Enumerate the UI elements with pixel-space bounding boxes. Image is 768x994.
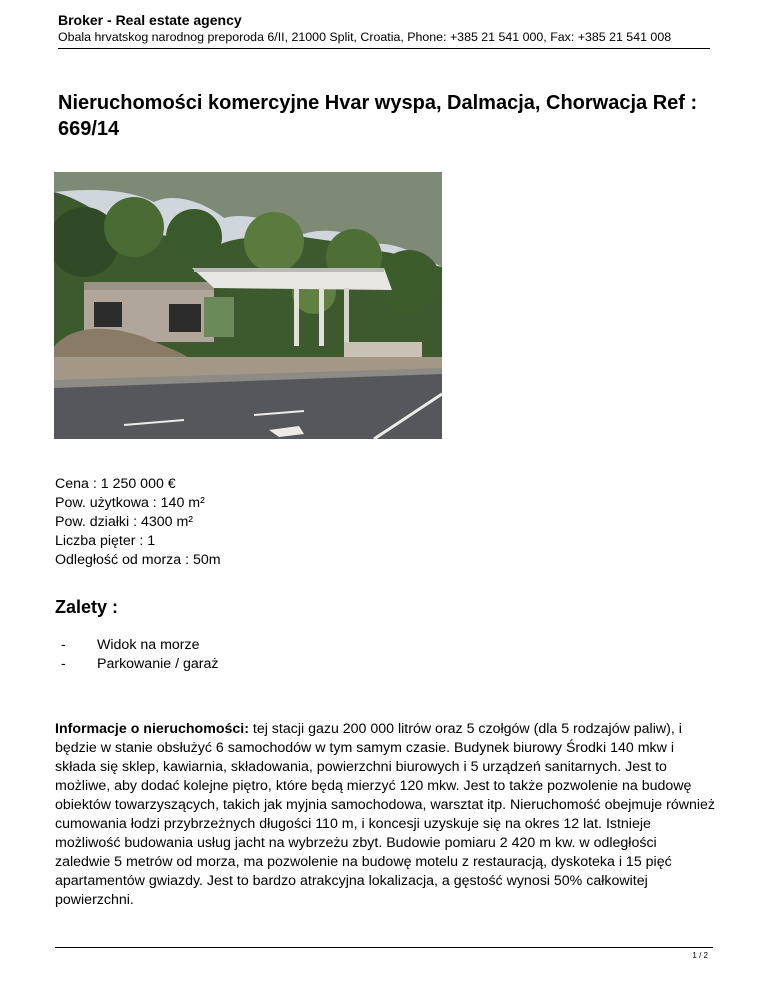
property-information-text: tej stacji gazu 200 000 litrów oraz 5 czołgów (dla 5 rodzajów paliw), i będzie w stanie obsłużyć 6 samochodów w tym samym czasie. Budynek biurowy Środki 140 mkw i składa się sklep, kawiarnia, składowania, powierzchni biurowych i 5 urządzeń sanitarnych. Jest to możliwe, aby dodać kolejne piętro, które będą mierzyć 120 mkw. Jest to także pozwolenie na budowę obiektów towarzyszących, takich jak myjnia samochodowa, warsztat itp. Nieruchomość obejmuje również cumowania łodzi przybrzeżnych długości 110 m, i koncesji uzyskuje się na okres 12 lat. Istnieje możliwość budowania usług jacht na wybrzeżu zbyt. Budowie pomiaru 2 420 m kw. w odległości zaledwie 5 metrów od morza, ma pozwolenie na budowę motelu z restauracją, dyskoteka i 15 pięć apartamentów gwiazdy. Jest to bardzo atrakcyjna lokalizacja, a gęstość wynosi 50% całkowitej powierzchni. <box>55 721 715 908</box>
header-divider <box>58 48 710 49</box>
list-bullet: - <box>61 656 66 672</box>
property-information <box>55 720 715 910</box>
list-item <box>55 636 218 655</box>
page-header <box>58 12 710 45</box>
list-bullet: - <box>61 637 66 653</box>
detail-sea-distance: Odległość od morza : 50m <box>55 552 221 568</box>
listing-title: Nieruchomości komercyjne Hvar wyspa, Dalmacja, Chorwacja Ref : 669/14 <box>58 92 698 140</box>
features-list <box>55 636 218 674</box>
list-item <box>55 655 218 674</box>
property-details <box>55 475 221 570</box>
features-heading: Zalety : <box>55 597 119 617</box>
property-photo <box>54 172 442 439</box>
feature-sea-view: Widok na morze <box>97 637 200 653</box>
feature-parking: Parkowanie / garaż <box>97 656 219 672</box>
detail-living-area: Pow. użytkowa : 140 m² <box>55 495 205 511</box>
detail-price: Cena : 1 250 000 € <box>55 476 176 492</box>
page-number: 1 / 2 <box>692 951 708 960</box>
company-name: Broker - Real estate agency <box>58 12 242 28</box>
detail-floors: Liczba pięter : 1 <box>55 533 156 549</box>
company-contact: Obala hrvatskog narodnog preporoda 6/II, 21000 Split, Croatia, Phone: +385 21 541 000, Fax: +385 21 541 008 <box>58 30 672 44</box>
property-information-label: Informacje o nieruchomości: <box>55 721 249 737</box>
footer-divider <box>55 947 713 948</box>
detail-plot-area: Pow. działki : 4300 m² <box>55 514 193 530</box>
